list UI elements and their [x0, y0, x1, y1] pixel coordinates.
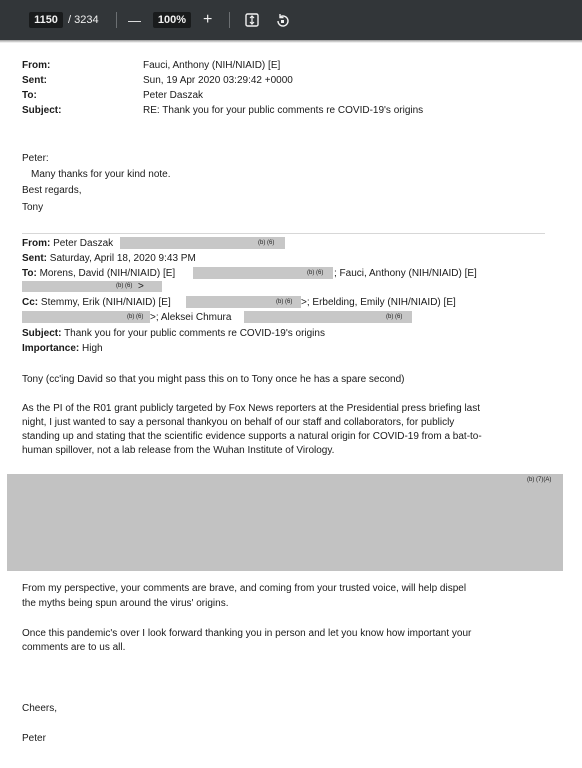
to-value: Peter Daszak: [143, 90, 204, 101]
redaction-label: (b) (6): [258, 240, 275, 246]
pdf-toolbar: [0, 0, 582, 40]
signature: Peter: [22, 733, 46, 744]
toolbar-divider: [229, 12, 230, 28]
toolbar-divider: [116, 12, 117, 28]
closing: Cheers,: [22, 703, 58, 714]
zoom-out-icon[interactable]: —: [128, 12, 141, 28]
orig-to-value-a: Morens, David (NIH/NIAID) [E]: [39, 268, 176, 279]
body-paragraph-4-line-2: comments are to us all.: [22, 642, 126, 653]
redaction-label: (b) (6): [276, 299, 293, 305]
redaction-label: (b) (6): [386, 314, 403, 320]
body-paragraph-3-line-1: From my perspective, your comments are brave, and coming from your trusted voice, will help dispel: [22, 583, 467, 594]
redaction-label: (b) (6): [127, 314, 144, 320]
orig-from-line: [22, 238, 113, 250]
sent-label: Sent:: [22, 75, 47, 86]
rotate-icon[interactable]: [275, 0, 290, 40]
reply-salutation: Peter:: [22, 153, 49, 164]
orig-to-value-c: >: [138, 281, 144, 292]
orig-cc-value-c: >; Aleksei Chmura: [150, 312, 232, 323]
orig-sent-value: Saturday, April 18, 2020 9:43 PM: [49, 253, 196, 264]
orig-importance-label: Importance:: [22, 343, 80, 354]
orig-cc-label: Cc:: [22, 297, 39, 308]
subject-value: RE: Thank you for your public comments re COVID-19's origins: [143, 105, 424, 116]
redaction-label: (b) (7)(A): [527, 477, 552, 483]
orig-subject-label: Subject:: [22, 328, 62, 339]
from-label: From:: [22, 60, 51, 71]
orig-importance-line: [22, 343, 103, 355]
document-page: [0, 40, 582, 768]
orig-cc-line: [22, 297, 171, 309]
orig-cc-value-b: >; Erbelding, Emily (NIH/NIAID) [E]: [301, 297, 456, 308]
orig-subject-value: Thank you for your public comments re COVID-19's origins: [64, 328, 325, 339]
body-paragraph-2-line-3: standing up and stating that the scientific evidence supports a natural origin for COVID-19 from a bat-to-: [22, 431, 482, 442]
reply-body: Many thanks for your kind note.: [31, 169, 171, 180]
zoom-in-icon[interactable]: +: [203, 11, 213, 28]
redaction-block: [7, 474, 563, 571]
orig-importance-value: High: [82, 343, 103, 354]
fit-page-icon[interactable]: [245, 0, 259, 40]
divider: [22, 233, 545, 234]
orig-from-value: Peter Daszak: [53, 238, 114, 249]
body-paragraph-4-line-1: Once this pandemic's over I look forward thanking you in person and let you know how important your: [22, 628, 472, 639]
zoom-input[interactable]: [153, 12, 191, 28]
body-paragraph-2-line-4: human spillover, not a lab release from the Wuhan Institute of Virology.: [22, 445, 335, 456]
redaction-label: (b) (6): [116, 283, 133, 289]
orig-to-label: To:: [22, 268, 37, 279]
orig-cc-value-a: Stemmy, Erik (NIH/NIAID) [E]: [40, 297, 171, 308]
orig-subject-line: [22, 328, 325, 340]
orig-sent-label: Sent:: [22, 253, 47, 264]
redaction-label: (b) (6): [307, 270, 324, 276]
orig-to-value-b: ; Fauci, Anthony (NIH/NIAID) [E]: [334, 268, 477, 279]
toolbar-shadow: [0, 40, 582, 43]
sent-value: Sun, 19 Apr 2020 03:29:42 +0000: [143, 75, 293, 86]
orig-to-line: [22, 268, 175, 280]
from-value: Fauci, Anthony (NIH/NIAID) [E]: [143, 60, 281, 71]
body-paragraph-2-line-1: As the PI of the R01 grant publicly targeted by Fox News reporters at the Presidential press briefing last: [22, 403, 481, 414]
body-paragraph-2-line-2: night, I just wanted to say a personal thankyou on behalf of our staff and collaborators, for publicly: [22, 417, 455, 428]
zoom-level: 100%: [157, 14, 187, 26]
reply-closing: Best regards,: [22, 185, 82, 196]
page-current: 1150: [34, 14, 58, 26]
page-number-input[interactable]: [29, 12, 63, 28]
to-label: To:: [22, 90, 37, 101]
orig-from-label: From:: [22, 238, 51, 249]
body-paragraph-1: Tony (cc'ing David so that you might pass this on to Tony once he has a spare second): [22, 374, 405, 385]
reply-signature: Tony: [22, 202, 44, 213]
page-total: / 3234: [68, 14, 99, 26]
orig-sent-line: [22, 253, 196, 265]
body-paragraph-3-line-2: the myths being spun around the virus' origins.: [22, 598, 229, 609]
subject-label: Subject:: [22, 105, 62, 116]
